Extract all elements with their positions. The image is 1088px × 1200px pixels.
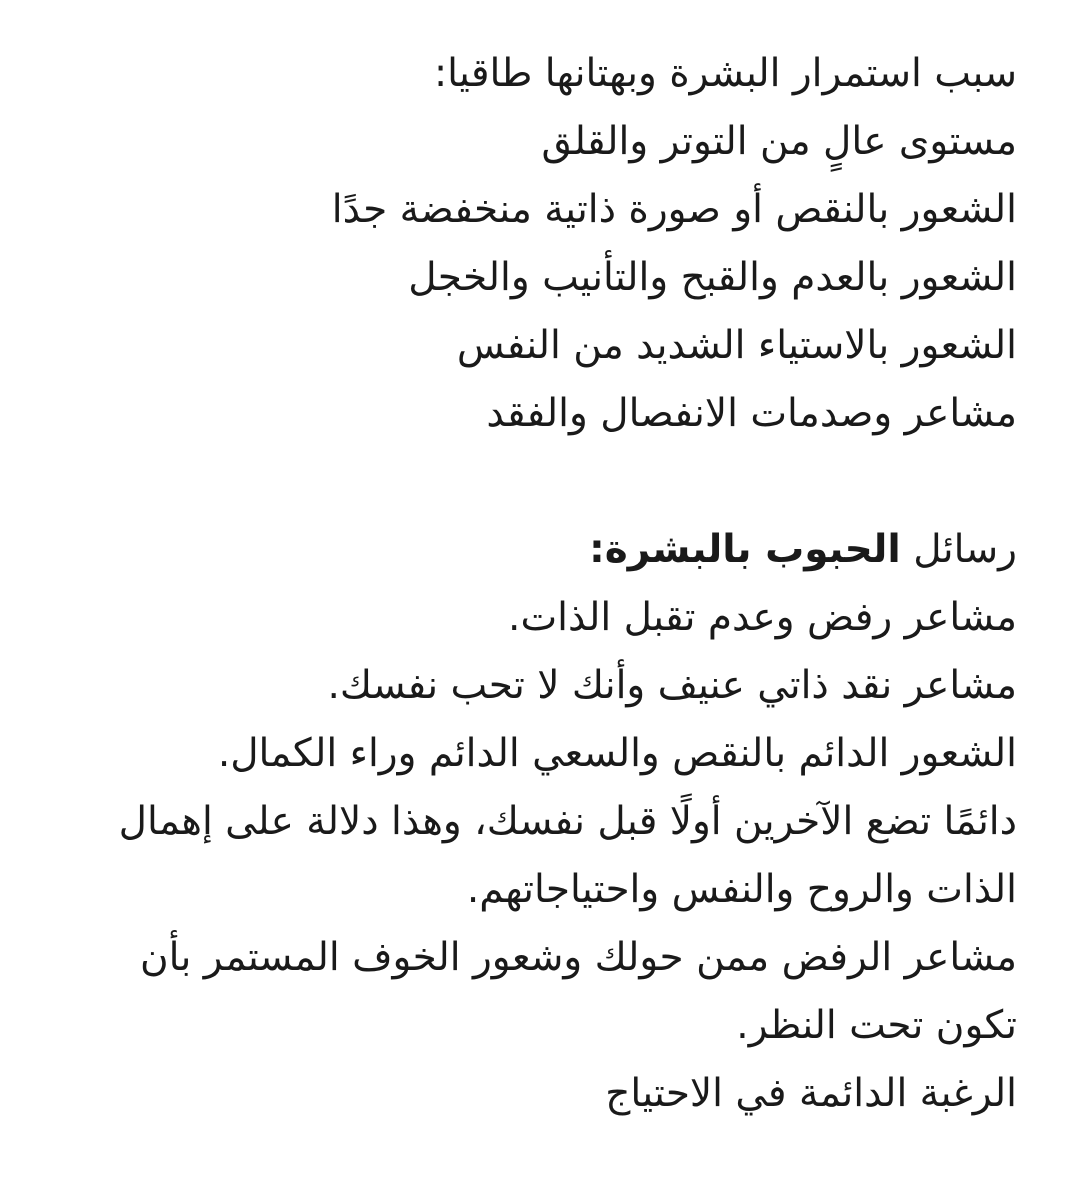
- section1-item-1: مستوى عالٍ من التوتر والقلق: [541, 119, 1017, 164]
- section2-heading: [60, 516, 1017, 584]
- section2-line-6: مشاعر الرفض ممن حولك وشعور الخوف المستمر بأن: [140, 935, 1017, 980]
- section2-line-1: مشاعر رفض وعدم تقبل الذات.: [508, 595, 1017, 640]
- section2-line-3: الشعور الدائم بالنقص والسعي الدائم وراء الكمال.: [217, 731, 1017, 776]
- section1-item-5: مشاعر وصدمات الانفصال والفقد: [486, 391, 1017, 436]
- section2-line-5: الذات والروح والنفس واحتياجاتهم.: [466, 867, 1017, 912]
- section2-line-8: الرغبة الدائمة في الاحتياج: [605, 1071, 1017, 1116]
- section1-heading: سبب استمرار البشرة وبهتانها طاقيا:: [434, 51, 1017, 96]
- section1-item-2: الشعور بالنقص أو صورة ذاتية منخفضة جدًا: [331, 187, 1017, 232]
- section1-item-3: الشعور بالعدم والقبح والتأنيب والخجل: [408, 255, 1017, 300]
- section1-item-4: الشعور بالاستياء الشديد من النفس: [456, 323, 1017, 368]
- section2-line-7: تكون تحت النظر.: [736, 1003, 1017, 1048]
- section-spacer: [60, 448, 1017, 516]
- section2-heading-prefix: رسائل: [900, 527, 1017, 572]
- section2-line-2: مشاعر نقد ذاتي عنيف وأنك لا تحب نفسك.: [327, 663, 1017, 708]
- section2-heading-bold: الحبوب بالبشرة:: [589, 527, 901, 572]
- document-body: [60, 40, 1017, 1128]
- section2-line-4: دائمًا تضع الآخرين أولًا قبل نفسك، وهذا دلالة على إهمال: [118, 799, 1017, 844]
